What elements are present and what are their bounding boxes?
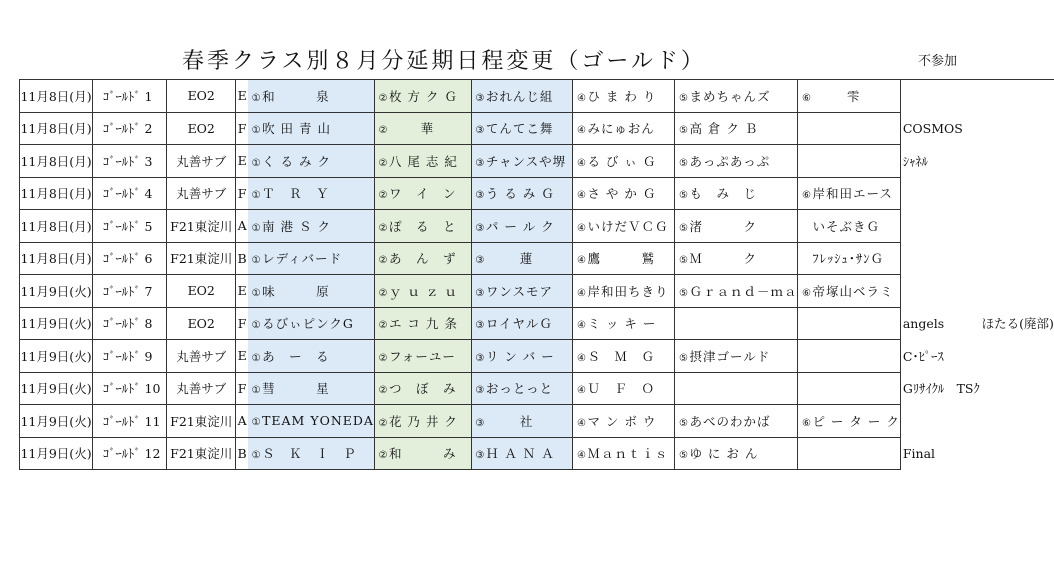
team-number-mark: ③ [475, 287, 486, 299]
team-cell [798, 210, 900, 243]
court-cell: EO2 [167, 112, 236, 145]
team-number-mark: ③ [475, 190, 486, 202]
block-cell: E [236, 340, 248, 373]
absent-note-cell [900, 275, 1054, 308]
date-cell: 11月8日(月) [20, 145, 93, 178]
team-cell [675, 80, 798, 113]
court-cell: EO2 [167, 307, 236, 340]
date-cell: 11月9日(火) [20, 340, 93, 373]
team-name: 摂津ゴールド [689, 348, 771, 364]
team-name: あ ん ず [388, 251, 457, 267]
team-cell [374, 112, 471, 145]
absent-note-cell: Gﾘｻｲｸﾙ TSｸ [900, 372, 1054, 405]
team-name: マ ン ボ ウ [587, 413, 657, 429]
court-cell: 丸善サブ [167, 177, 236, 210]
team-cell [798, 177, 900, 210]
team-name: Ｈ Ａ Ｎ Ａ [485, 446, 555, 462]
team-number-mark: ① [251, 190, 262, 202]
team-number-mark: ① [251, 352, 262, 364]
team-name: ワンスモア [485, 283, 553, 299]
team-number-mark: ④ [576, 157, 587, 169]
team-cell [798, 112, 900, 145]
team-number-mark: ⑤ [678, 190, 689, 202]
table-row [20, 372, 1054, 405]
team-cell [573, 177, 675, 210]
level-cell: ｺﾞｰﾙﾄﾞ 12 [93, 437, 167, 470]
table-row [20, 210, 1054, 243]
team-cell [471, 112, 573, 145]
court-cell: F21東淀川 [167, 210, 236, 243]
team-number-mark: ① [251, 320, 262, 332]
team-cell [675, 275, 798, 308]
team-number-mark: ② [378, 190, 389, 202]
team-name: Ｓ Ｋ Ｉ Ｐ [262, 446, 357, 462]
team-name: おれんじ組 [485, 88, 554, 104]
block-cell: A [236, 210, 248, 243]
team-name: パ ー ル ク [485, 218, 555, 234]
team-name: 彗 星 [262, 381, 330, 397]
team-cell [248, 275, 374, 308]
team-number-mark: ② [378, 157, 389, 169]
team-cell [248, 210, 374, 243]
block-cell: F [236, 177, 248, 210]
team-cell [471, 405, 573, 438]
date-cell: 11月9日(火) [20, 405, 93, 438]
team-number-mark: ① [251, 157, 262, 169]
team-name: エ コ 九 条 [388, 316, 458, 332]
team-number-mark: ③ [475, 320, 486, 332]
team-cell [573, 242, 675, 275]
block-cell: E [236, 275, 248, 308]
table-row [20, 275, 1054, 308]
team-cell [471, 177, 573, 210]
team-cell [374, 437, 471, 470]
date-cell: 11月9日(火) [20, 307, 93, 340]
team-cell [248, 437, 374, 470]
absent-note-cell: ｼｬﾈﾙ [900, 145, 1054, 178]
team-cell [573, 80, 675, 113]
absent-note-cell [900, 242, 1054, 275]
team-name: も み じ [689, 186, 757, 202]
team-cell [248, 112, 374, 145]
team-number-mark: ③ [475, 417, 486, 429]
date-cell: 11月8日(月) [20, 210, 93, 243]
team-cell [248, 405, 374, 438]
team-name: 華 [420, 121, 435, 137]
team-name: ピ ー タ ー ク [812, 413, 900, 429]
team-name: つ ぼ み [388, 381, 457, 397]
team-cell [675, 112, 798, 145]
team-number-mark: ⑤ [678, 92, 689, 104]
team-name: 岸和田ちきり [587, 283, 669, 299]
court-cell: F21東淀川 [167, 405, 236, 438]
team-number-mark: ② [378, 320, 389, 332]
team-cell [798, 145, 900, 178]
team-cell [471, 275, 573, 308]
team-cell [471, 145, 573, 178]
team-cell [374, 80, 471, 113]
team-name: ひ ま わ り [587, 88, 657, 104]
team-cell [248, 145, 374, 178]
team-number-mark: ⑤ [678, 222, 689, 234]
level-cell: ｺﾞｰﾙﾄﾞ 7 [93, 275, 167, 308]
team-cell [798, 307, 900, 340]
team-name: フォーユー [388, 348, 456, 364]
team-name: 鷹 鷲 [587, 251, 655, 267]
team-name: ﾌﾚｯｼｭ･ｻﾝＧ [812, 251, 884, 267]
team-name: 岸和田エース [812, 186, 893, 202]
absent-note-cell [900, 210, 1054, 243]
team-name: Ｓ Ｍ Ｇ [587, 348, 655, 364]
team-name: 南 港 Ｓ ク [262, 218, 331, 234]
team-number-mark: ④ [576, 417, 587, 429]
level-cell: ｺﾞｰﾙﾄﾞ 8 [93, 307, 167, 340]
team-name: 渚 ク [689, 218, 757, 234]
block-cell: F [236, 372, 248, 405]
team-name: Ｕ Ｆ Ｏ [587, 381, 655, 397]
team-name: ミ ッ キ ー [587, 316, 657, 332]
team-cell [798, 372, 900, 405]
team-cell [471, 437, 573, 470]
team-name: Ｍ ク [689, 251, 757, 267]
absent-note-cell [900, 405, 1054, 438]
team-number-mark: ④ [576, 287, 587, 299]
team-name: おっとっと [485, 381, 554, 397]
team-number-mark: ① [251, 385, 262, 397]
team-number-mark: ④ [576, 385, 587, 397]
level-cell: ｺﾞｰﾙﾄﾞ 10 [93, 372, 167, 405]
team-cell [374, 145, 471, 178]
team-cell [573, 437, 675, 470]
table-row [20, 437, 1054, 470]
court-cell: F21東淀川 [167, 437, 236, 470]
team-name: 八 尾 志 紀 [388, 153, 458, 169]
team-name: 和 泉 [262, 88, 330, 104]
team-cell [248, 307, 374, 340]
team-number-mark: ② [378, 417, 389, 429]
team-number-mark: ③ [475, 222, 486, 234]
team-cell [573, 145, 675, 178]
team-number-mark: ⑥ [801, 92, 812, 104]
team-name: てんてこ舞 [485, 121, 554, 137]
team-cell [675, 242, 798, 275]
team-number-mark: ④ [576, 320, 587, 332]
team-name: TEAM YONEDA [262, 413, 374, 429]
team-cell [798, 242, 900, 275]
team-cell [248, 177, 374, 210]
team-name: 枚 方 ク Ｇ [388, 88, 458, 104]
level-cell: ｺﾞｰﾙﾄﾞ 6 [93, 242, 167, 275]
team-cell [374, 405, 471, 438]
table-row [20, 307, 1054, 340]
court-cell: F21東淀川 [167, 242, 236, 275]
team-cell [471, 80, 573, 113]
team-cell [798, 275, 900, 308]
team-name: みにゅおん [587, 121, 655, 137]
team-cell [573, 307, 675, 340]
block-cell: A [236, 405, 248, 438]
team-cell [675, 437, 798, 470]
team-cell [248, 372, 374, 405]
team-number-mark: ⑤ [678, 287, 689, 299]
team-number-mark: ④ [576, 190, 587, 202]
absent-note-cell [900, 80, 1054, 113]
team-number-mark: ④ [576, 222, 587, 234]
team-cell [374, 275, 471, 308]
team-number-mark: ① [251, 92, 262, 104]
team-number-mark: ⑤ [678, 157, 689, 169]
date-cell: 11月9日(火) [20, 372, 93, 405]
team-name: Ｇｒａｎｄ－ｍａ [689, 283, 798, 299]
team-name: Ｔ Ｒ Ｙ [262, 186, 330, 202]
team-name: ワ イ ン [388, 186, 457, 202]
team-number-mark: ⑥ [801, 287, 812, 299]
team-name: るびぃピンクG [262, 316, 354, 332]
table-row [20, 242, 1054, 275]
date-cell: 11月8日(月) [20, 80, 93, 113]
absent-note-cell: Final [900, 437, 1054, 470]
team-cell [798, 80, 900, 113]
team-number-mark: ④ [576, 255, 587, 267]
table-row [20, 405, 1054, 438]
team-cell [573, 210, 675, 243]
court-cell: 丸善サブ [167, 372, 236, 405]
team-number-mark: ① [251, 417, 262, 429]
team-number-mark: ② [378, 92, 389, 104]
team-name: 味 原 [262, 283, 330, 299]
team-cell [471, 242, 573, 275]
team-name: まめちゃんズ [689, 88, 771, 104]
date-cell: 11月8日(月) [20, 242, 93, 275]
level-cell: ｺﾞｰﾙﾄﾞ 9 [93, 340, 167, 373]
level-cell: ｺﾞｰﾙﾄﾞ 4 [93, 177, 167, 210]
team-cell [573, 275, 675, 308]
level-cell: ｺﾞｰﾙﾄﾞ 1 [93, 80, 167, 113]
block-cell: B [236, 242, 248, 275]
date-cell: 11月9日(火) [20, 437, 93, 470]
team-cell [471, 372, 573, 405]
team-cell [374, 210, 471, 243]
team-cell [675, 210, 798, 243]
team-number-mark: ④ [576, 450, 587, 462]
block-cell: F [236, 307, 248, 340]
court-cell: EO2 [167, 80, 236, 113]
team-name: あべのわかば [689, 413, 771, 429]
date-cell: 11月8日(月) [20, 177, 93, 210]
team-cell [573, 372, 675, 405]
table-row [20, 340, 1054, 373]
team-cell [675, 405, 798, 438]
court-cell: 丸善サブ [167, 340, 236, 373]
team-number-mark: ⑥ [801, 190, 812, 202]
table-row [20, 112, 1054, 145]
team-number-mark: ③ [475, 125, 486, 137]
team-name: 和 み [388, 446, 457, 462]
table-row [20, 177, 1054, 210]
team-cell [675, 145, 798, 178]
team-number-mark: ② [378, 450, 389, 462]
team-number-mark: ⑤ [678, 125, 689, 137]
court-cell: 丸善サブ [167, 145, 236, 178]
team-cell [248, 242, 374, 275]
team-name: あ ー る [262, 348, 330, 364]
team-name: チャンスや堺 [485, 153, 567, 169]
team-number-mark: ③ [475, 92, 486, 104]
team-number-mark: ① [251, 222, 262, 234]
team-name: 吹 田 青 山 [262, 121, 331, 137]
team-name: 花 乃 井 ク [388, 413, 458, 429]
team-cell [573, 405, 675, 438]
team-cell [573, 112, 675, 145]
team-name: 帝塚山ベラミ [812, 283, 894, 299]
absent-header: 不参加 [918, 54, 958, 69]
team-number-mark: ② [378, 352, 389, 364]
team-number-mark: ③ [475, 157, 486, 169]
team-number-mark: ④ [576, 125, 587, 137]
team-cell [471, 340, 573, 373]
page-title: 春季クラス別８月分延期日程変更（ゴールド） [182, 49, 706, 74]
team-cell [675, 307, 798, 340]
team-number-mark: ⑤ [678, 417, 689, 429]
level-cell: ｺﾞｰﾙﾄﾞ 3 [93, 145, 167, 178]
team-number-mark: ② [378, 222, 389, 234]
team-cell [471, 307, 573, 340]
team-number-mark: ② [378, 287, 389, 299]
team-name: Ｍａｎｔｉｓ [587, 446, 669, 462]
team-number-mark: ① [251, 450, 262, 462]
team-cell [374, 340, 471, 373]
absent-note-cell: COSMOS [900, 112, 1054, 145]
absent-note-cell: C･ﾋﾟｰｽ [900, 340, 1054, 373]
date-cell: 11月9日(火) [20, 275, 93, 308]
absent-note-cell [900, 177, 1054, 210]
team-cell [798, 405, 900, 438]
team-name: 蓮 [519, 251, 534, 267]
team-cell [798, 340, 900, 373]
team-number-mark: ⑤ [678, 450, 689, 462]
team-number-mark: ① [251, 255, 262, 267]
team-number-mark: ⑤ [678, 352, 689, 364]
team-number-mark: ② [378, 385, 389, 397]
level-cell: ｺﾞｰﾙﾄﾞ 2 [93, 112, 167, 145]
team-name: リ ン バ ー [485, 348, 555, 364]
team-cell [675, 340, 798, 373]
team-name: く る み ク [262, 153, 331, 169]
team-name: ｙ ｕ ｚ ｕ [388, 283, 458, 299]
team-name: 社 [519, 413, 534, 429]
team-name: 雫 [846, 88, 861, 104]
block-cell: E [236, 80, 248, 113]
team-cell [374, 242, 471, 275]
team-name: いけだＶＣＧ [587, 218, 669, 234]
team-name: る び ぃ Ｇ [587, 153, 657, 169]
team-name: ゆ に お ん [689, 446, 759, 462]
level-cell: ｺﾞｰﾙﾄﾞ 11 [93, 405, 167, 438]
date-cell: 11月8日(月) [20, 112, 93, 145]
table-row [20, 145, 1054, 178]
team-name: ぽ る と [388, 218, 457, 234]
team-cell [798, 437, 900, 470]
team-number-mark: ⑤ [678, 255, 689, 267]
team-cell [248, 80, 374, 113]
team-number-mark: ② [378, 255, 389, 267]
level-cell: ｺﾞｰﾙﾄﾞ 5 [93, 210, 167, 243]
team-cell [675, 372, 798, 405]
block-cell: E [236, 145, 248, 178]
team-name: あっぷあっぷ [689, 153, 771, 169]
team-cell [374, 372, 471, 405]
team-name: ロイヤルＧ [485, 316, 553, 332]
absent-note-cell: angels ほたる(廃部) [900, 307, 1054, 340]
team-cell [573, 340, 675, 373]
table-row [20, 80, 1054, 113]
court-cell: EO2 [167, 275, 236, 308]
team-number-mark: ③ [475, 450, 486, 462]
team-number-mark: ④ [576, 92, 587, 104]
block-cell: F [236, 112, 248, 145]
team-cell [248, 340, 374, 373]
team-name: う る み Ｇ [485, 186, 555, 202]
team-cell [374, 307, 471, 340]
team-number-mark: ⑥ [801, 417, 812, 429]
team-number-mark: ④ [576, 352, 587, 364]
team-number-mark: ① [251, 125, 262, 137]
team-name: 高 倉 ク Ｂ [689, 121, 759, 137]
block-cell: B [236, 437, 248, 470]
team-number-mark: ③ [475, 255, 486, 267]
team-number-mark: ② [378, 125, 389, 137]
team-cell [675, 177, 798, 210]
team-name: いそぶきＧ [812, 218, 880, 234]
team-number-mark: ③ [475, 385, 486, 397]
team-cell [374, 177, 471, 210]
team-name: レディバード [262, 251, 343, 267]
team-name: さ や か Ｇ [587, 186, 657, 202]
schedule-table [19, 79, 1054, 470]
team-number-mark: ① [251, 287, 262, 299]
team-cell [471, 210, 573, 243]
team-number-mark: ③ [475, 352, 486, 364]
